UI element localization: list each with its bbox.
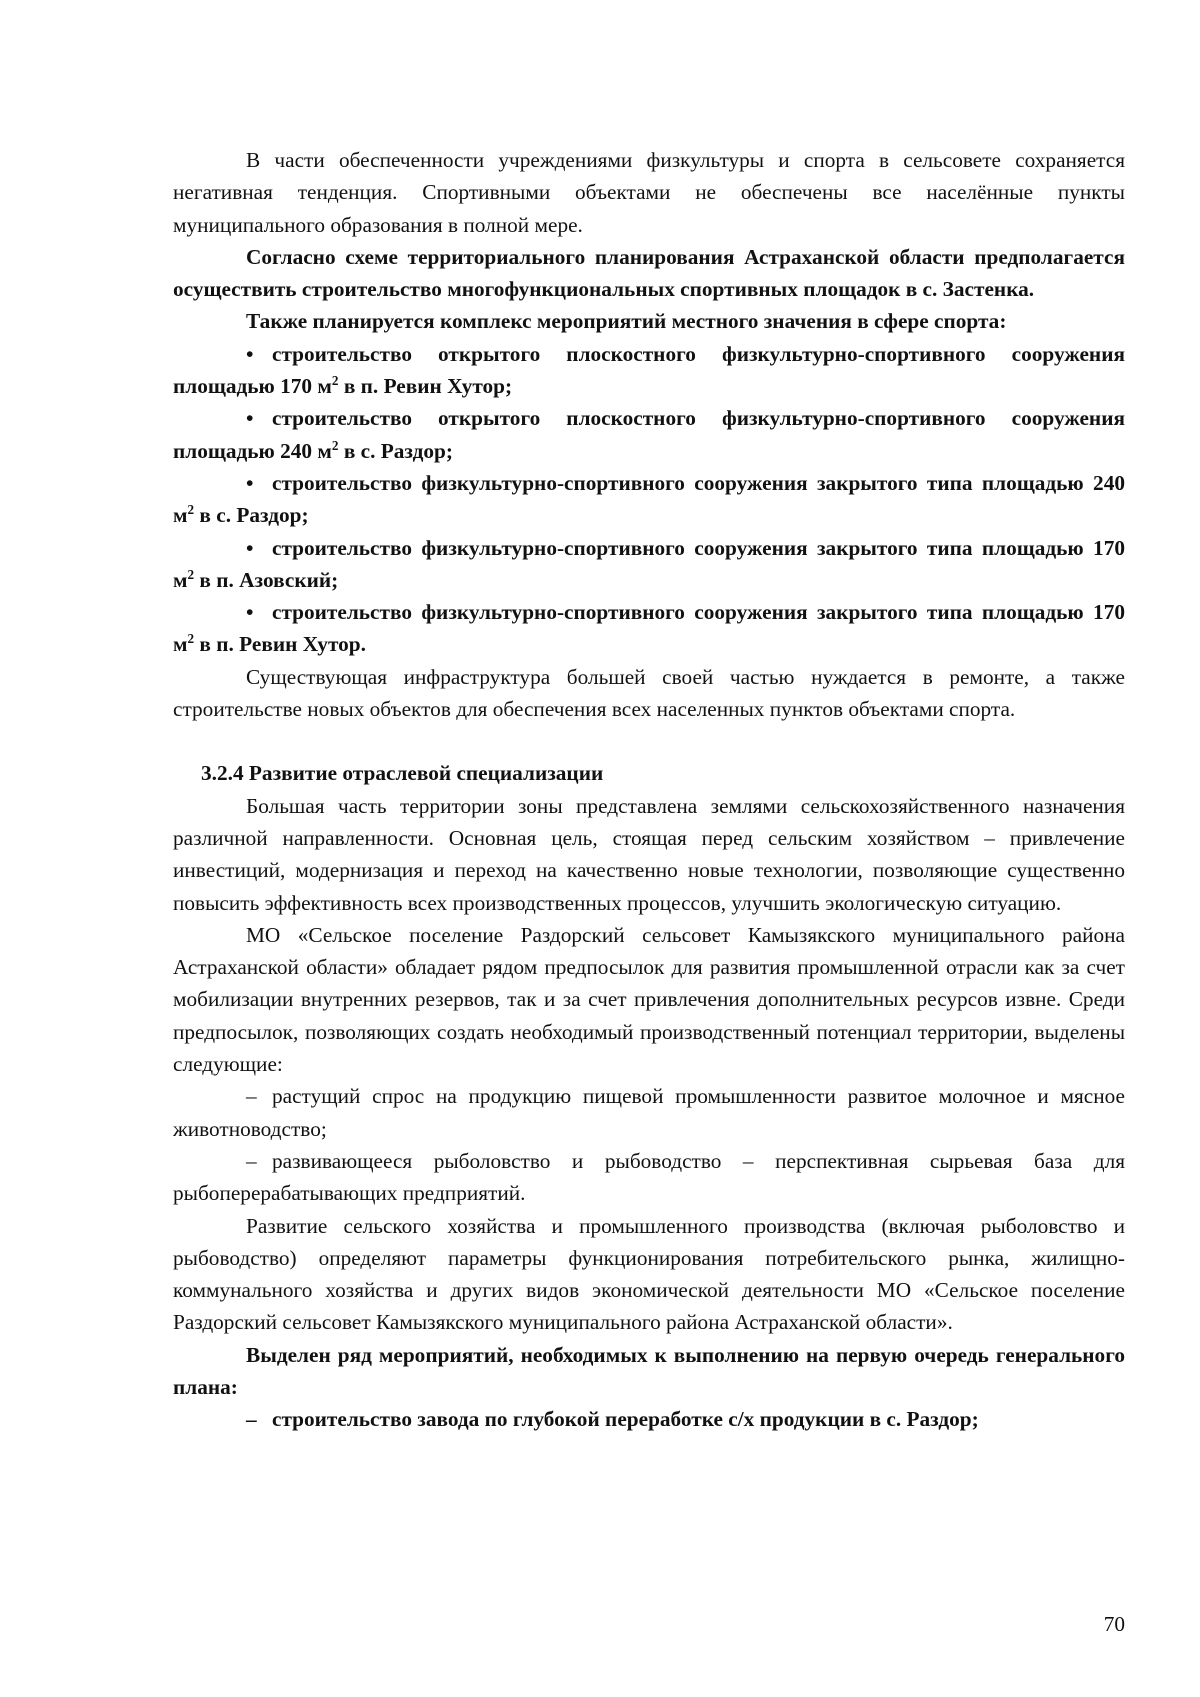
list-item-text: растущий спрос на продукцию пищевой промышленности развитое молочное и мясное животноводство;: [173, 1084, 1125, 1141]
bullet-icon: •: [246, 600, 254, 625]
bullet-tail: в п. Азовский;: [194, 567, 339, 592]
list-item-text: строительство завода по глубокой переработке с/х продукции в с. Раздор;: [272, 1407, 979, 1432]
page-number: 70: [1103, 1612, 1125, 1636]
paragraph-prerequisites: МО «Сельское поселение Раздорский сельсовет Камызякского муниципального района Астраханской области» обладает рядом предпосылок для развития промышленной отрасли как за счет мобилизации внутренних резервов, так и за счет привлечения дополнительных ресурсов извне. Среди предпосылок, позволяющих создать необходимый производственный потенциал территории, выделены следующие:: [173, 922, 1125, 1077]
paragraph-agriculture: Большая часть территории зоны представлена землями сельскохозяйственного назначения различной направленности. Основная цель, стоящая перед сельским хозяйством – привлечение инвестиций, модернизация и переход на качественно новые технологии, позволяющие существенно повысить эффективность всех производственных процессов, улучшить экологическую ситуацию.: [173, 793, 1125, 915]
prerequisite-list-item: [173, 1080, 1125, 1145]
prerequisite-list-item: [173, 1145, 1125, 1210]
paragraph-territorial-plan: Согласно схеме территориального планирования Астраханской области предполагается осуществить строительство многофункциональных спортивных площадок в с. Застенка.: [173, 244, 1125, 302]
bullet-text: строительство физкультурно-спортивного сооружения закрытого типа площадью 240 м: [173, 470, 1125, 528]
bullet-tail: в п. Ревин Хутор;: [338, 374, 513, 399]
sport-bullet-item: [173, 596, 1125, 661]
superscript: 2: [187, 631, 195, 647]
superscript: 2: [187, 566, 195, 582]
sport-bullet-item: [173, 532, 1125, 597]
bullet-tail: в п. Ревин Хутор.: [194, 632, 366, 657]
dash-icon: –: [246, 1084, 257, 1109]
bullet-text: строительство физкультурно-спортивного сооружения закрытого типа площадью 170 м: [173, 535, 1125, 592]
bullet-icon: •: [246, 341, 254, 366]
bullet-icon: •: [246, 535, 254, 560]
bullet-text: строительство физкультурно-спортивного сооружения закрытого типа площадью 170 м: [173, 600, 1125, 657]
paragraph-sport-measures-intro: Также планируется комплекс мероприятий местного значения в сфере спорта:: [246, 309, 1007, 334]
sport-bullet-item: [173, 467, 1125, 532]
bullet-text: строительство открытого плоскостного физкультурно-спортивного сооружения площадью 240 м: [173, 406, 1125, 463]
dash-icon: –: [246, 1148, 257, 1173]
paragraph-development: Развитие сельского хозяйства и промышленного производства (включая рыболовство и рыбоводство) определяют параметры функционирования потребительского рынка, жилищно-коммунального хозяйства и других видов экономической деятельности МО «Сельское поселение Раздорский сельсовет Камызякского муниципального района Астраханской области».: [173, 1213, 1125, 1335]
paragraph-sport-availability: В части обеспеченности учреждениями физкультуры и спорта в сельсовете сохраняется негативная тенденция. Спортивными объектами не обеспечены все населённые пункты муниципального образования в полной мере.: [173, 148, 1125, 237]
paragraph-infrastructure: Существующая инфраструктура большей своей частью нуждается в ремонте, а также строительстве новых объектов для обеспечения всех населенных пунктов объектами спорта.: [173, 664, 1125, 722]
bullet-tail: в с. Раздор;: [194, 503, 309, 528]
document-page: [173, 144, 1125, 1436]
measure-list-item: [173, 1403, 1125, 1435]
superscript: 2: [331, 372, 339, 388]
section-heading: 3.2.4 Развитие отраслевой специализации: [201, 761, 604, 786]
superscript: 2: [187, 502, 195, 518]
sport-bullet-item: [173, 402, 1125, 467]
superscript: 2: [331, 437, 339, 453]
sport-bullet-item: [173, 338, 1125, 403]
paragraph-first-stage-measures: Выделен ряд мероприятий, необходимых к выполнению на первую очередь генерального плана:: [173, 1342, 1125, 1399]
list-item-text: развивающееся рыболовство и рыбоводство – перспективная сырьевая база для рыбоперерабатывающих предприятий.: [173, 1148, 1125, 1206]
dash-icon: –: [246, 1407, 257, 1432]
bullet-tail: в с. Раздор;: [338, 438, 453, 463]
bullet-icon: •: [246, 406, 254, 431]
bullet-text: строительство открытого плоскостного физкультурно-спортивного сооружения площадью 170 м: [173, 341, 1125, 399]
bullet-icon: •: [246, 470, 254, 495]
